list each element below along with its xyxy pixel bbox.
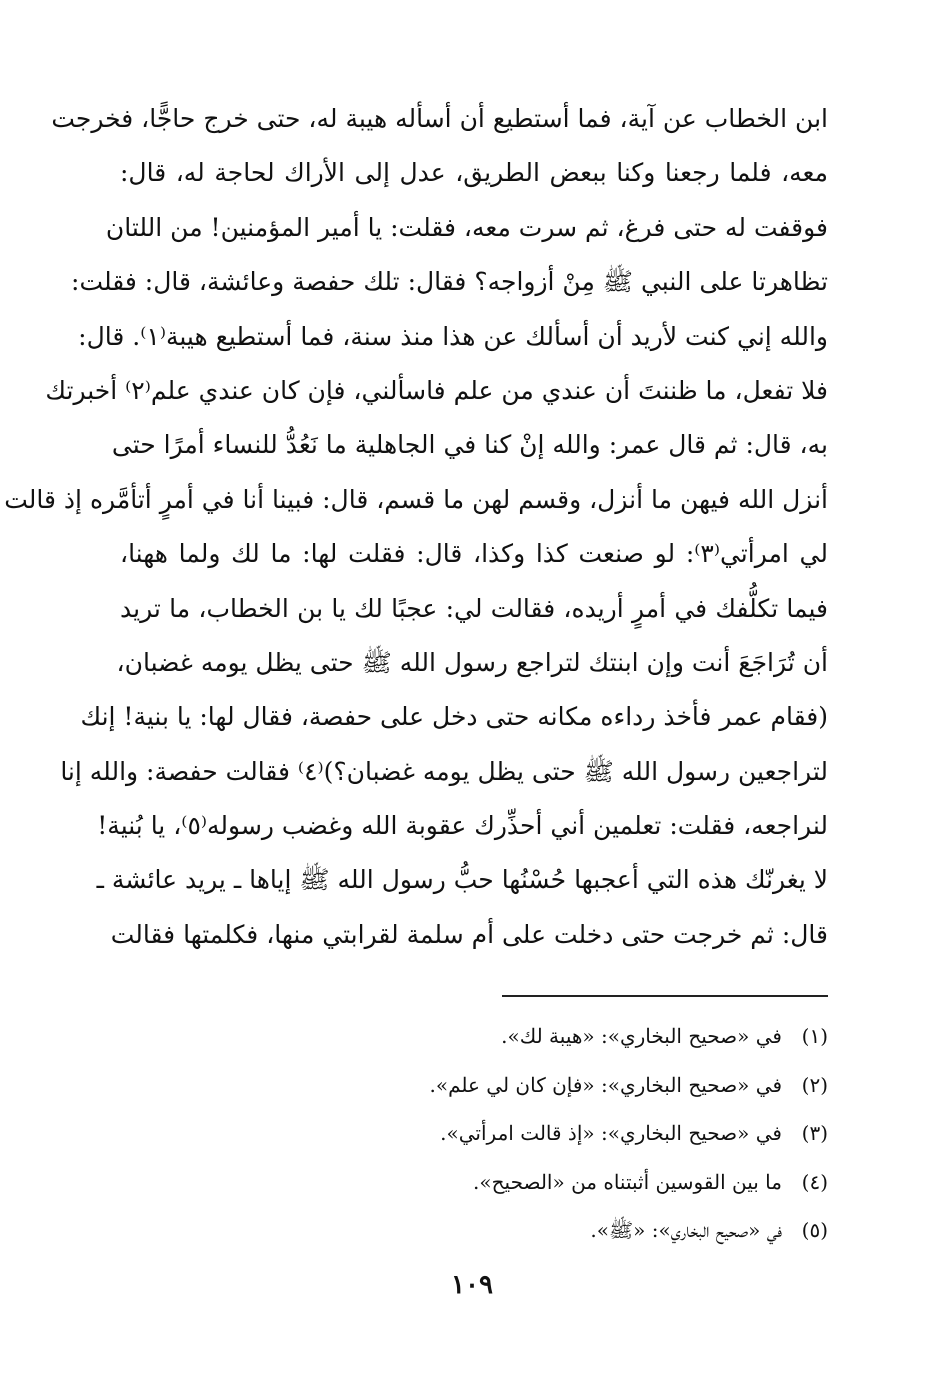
footnote-number: (٢) — [801, 1072, 828, 1097]
footnote-item — [120, 1158, 828, 1207]
footnote-item — [120, 1012, 828, 1061]
text-line: (فقام عمر فأخذ رداءه مكانه حتى دخل على حفصة، فقال لها: يا بنية! إنك — [80, 702, 828, 732]
footnote-separator — [502, 995, 828, 997]
footnote-text: في «صحيح البخاري»: «إذ قالت امرأتي». — [440, 1121, 782, 1146]
footnote-text: ما بين القوسين أثبتناه من «الصحيح». — [473, 1169, 782, 1194]
footnote-item — [120, 1206, 828, 1255]
text-line: فيما تكلُّفك في أمرٍ أريده، فقالت لي: عجبًا لك يا بن الخطاب، ما تريد — [120, 593, 828, 623]
text-line: لا يغرنّك هذه التي أعجبها حُسْنُها حبُّ رسول الله ﷺ إياها ـ يريد عائشة ـ — [96, 865, 828, 895]
footnote-text: في «صحيح البخاري»: «فإن كان لي علم». — [429, 1072, 782, 1097]
footnote-number: (٤) — [801, 1169, 828, 1194]
footnote-item — [120, 1109, 828, 1158]
text-line: أنزل الله فيهن ما أنزل، وقسم لهن ما قسم، قال: فبينا أنا في أمرٍ أتأمَّره إذ قالت — [4, 484, 828, 514]
text-line: تظاهرتا على النبي ﷺ مِنْ أزواجه؟ فقال: تلك حفصة وعائشة، قال: فقلت: — [71, 267, 828, 297]
text-line: والله إني كنت لأريد أن أسألك عن هذا منذ سنة، فما أستطيع هيبة⁽١⁾. قال: — [78, 321, 828, 351]
text-line: قال: ثم خرجت حتى دخلت على أم سلمة لقرابتي منها، فكلمتها فقالت — [110, 919, 828, 949]
footnote-text: في «صحيح البخاري»: «هيبة لك». — [501, 1024, 782, 1049]
footnote-item — [120, 1061, 828, 1110]
text-line: ابن الخطاب عن آية، فما أستطيع أن أسأله هيبة له، حتى خرج حاجًّا، فخرجت — [51, 104, 828, 133]
footnote-number: (١) — [801, 1024, 828, 1049]
page-number: ١٠٩ — [451, 1270, 493, 1300]
footnotes — [120, 1012, 828, 1255]
text-line: به، قال: ثم قال عمر: والله إنْ كنا في الجاهلية ما نَعُدُّ للنساء أمرًا حتى — [111, 430, 828, 460]
footnote-number: (٣) — [801, 1121, 828, 1146]
text-line: لي امرأتي⁽٣⁾: لو صنعت كذا وكذا، قال: فقلت لها: ما لك ولما ههنا، — [120, 539, 828, 569]
footnote-text: في «صحيح البخاري»: «ﷺ». — [590, 1218, 782, 1243]
text-line: معه، فلما رجعنا وكنا ببعض الطريق، عدل إلى الأراك لحاجة له، قال: — [120, 158, 828, 188]
footnote-number: (٥) — [801, 1218, 828, 1243]
text-line: أن تُرَاجَعَ أنت وإن ابنتك لتراجع رسول الله ﷺ حتى يظل يومه غضبان، — [116, 647, 828, 677]
main-text — [4, 92, 828, 962]
text-line: فلا تفعل، ما ظننتَ أن عندي من علم فاسألني، فإن كان عندي علم⁽٢⁾ أخبرتك — [45, 375, 828, 405]
text-line: لنراجعه، فقلت: تعلمين أني أحذِّرك عقوبة الله وغضب رسوله⁽٥⁾، يا بُنية! — [97, 811, 828, 841]
text-line: لتراجعين رسول الله ﷺ حتى يظل يومه غضبان؟)⁽٤⁾ فقالت حفصة: والله إنا — [60, 756, 828, 786]
text-line: فوقفت له حتى فرغ، ثم سرت معه، فقلت: يا أمير المؤمنين! من اللتان — [105, 212, 828, 242]
